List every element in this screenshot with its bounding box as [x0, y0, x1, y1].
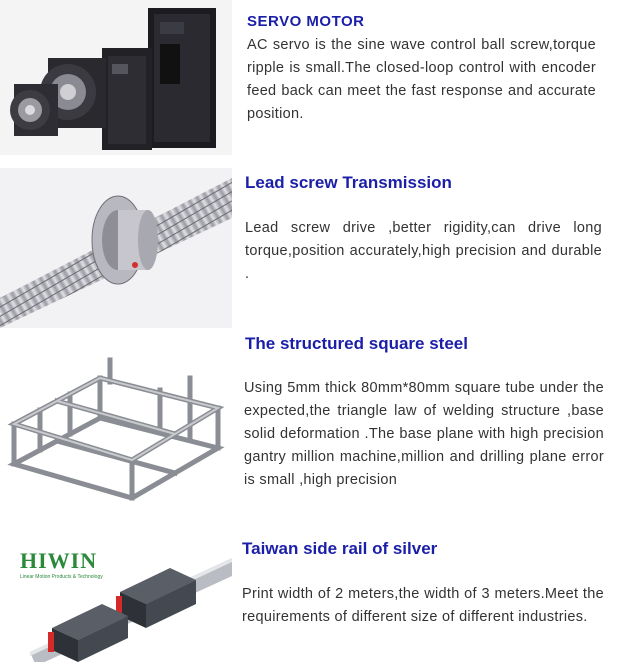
section-body: Using 5mm thick 80mm*80mm square tube under the expected,the triangle law of welding structure ,base solid deformation .The base plane with high precision gantry million machine,million and drilling plane error is small ,high precision: [244, 380, 604, 488]
section-body: Print width of 2 meters,the width of 3 meters.Meet the requirements of different size of different industries.: [242, 586, 604, 625]
section-lead-screw: [0, 160, 642, 330]
section-body: AC servo is the sine wave control ball screw,torque ripple is small.The closed-loop control with encoder feed back can meet the fast response and accurate position.: [247, 37, 596, 122]
section-side-rail: [0, 510, 642, 662]
section-servo-motor: [0, 0, 642, 160]
hiwin-logo-subtext: Linear Motion Products & Technology: [20, 574, 103, 580]
lead-screw-photo: [0, 168, 232, 328]
section-title: SERVO MOTOR: [247, 13, 365, 30]
section-body: Lead screw drive ,better rigidity,can drive long torque,position accurately,high precision and durable .: [245, 220, 602, 282]
servo-motor-photo: [0, 0, 232, 155]
hiwin-logo-text: HIWIN: [20, 548, 98, 573]
section-square-steel: [0, 330, 642, 510]
section-title: Taiwan side rail of silver: [242, 539, 438, 558]
section-title: Lead screw Transmission: [245, 173, 452, 192]
section-title: The structured square steel: [245, 334, 468, 353]
square-steel-frame-photo: [0, 338, 232, 508]
hiwin-logo: [20, 548, 103, 580]
